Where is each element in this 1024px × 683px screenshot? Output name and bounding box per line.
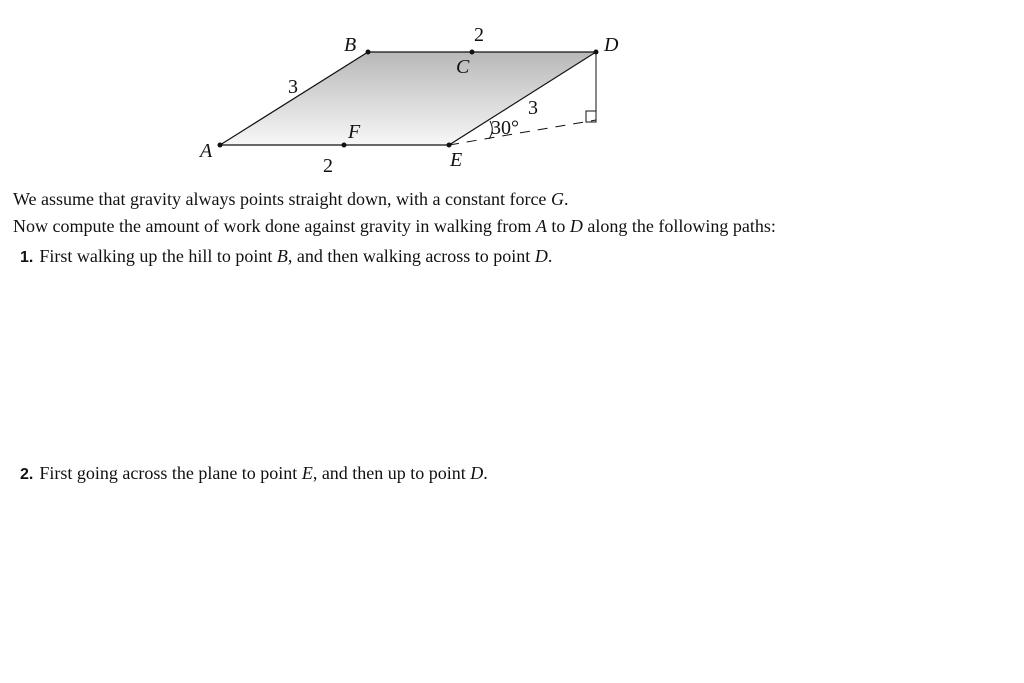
question-1: 1. First walking up the hill to point B, and then walking across to point D.	[20, 246, 553, 266]
label-a: A	[200, 140, 213, 162]
point-f	[342, 143, 347, 148]
intro-gravity-text: We assume that gravity always points straight down, with a constant force G.	[13, 189, 569, 209]
label-f: F	[348, 121, 361, 143]
label-d: D	[604, 34, 619, 56]
length-af: 2	[323, 155, 333, 177]
label-c: C	[456, 56, 470, 78]
inclined-plane	[220, 52, 596, 145]
point-e	[447, 143, 452, 148]
length-bc: 2	[474, 24, 484, 46]
point-c	[470, 50, 475, 55]
intro-instruction-text: Now compute the amount of work done against gravity in walking from A to D along the following paths:	[13, 216, 776, 236]
length-ed: 3	[528, 97, 538, 119]
point-d	[594, 50, 599, 55]
label-e: E	[450, 149, 463, 171]
angle-label: 30°	[491, 117, 519, 139]
point-b	[366, 50, 371, 55]
question-2: 2. First going across the plane to point E, and then up to point D.	[20, 463, 488, 483]
label-b: B	[344, 34, 357, 56]
length-ab: 3	[288, 76, 298, 98]
point-a	[218, 143, 223, 148]
parallelogram-figure	[0, 0, 1024, 180]
